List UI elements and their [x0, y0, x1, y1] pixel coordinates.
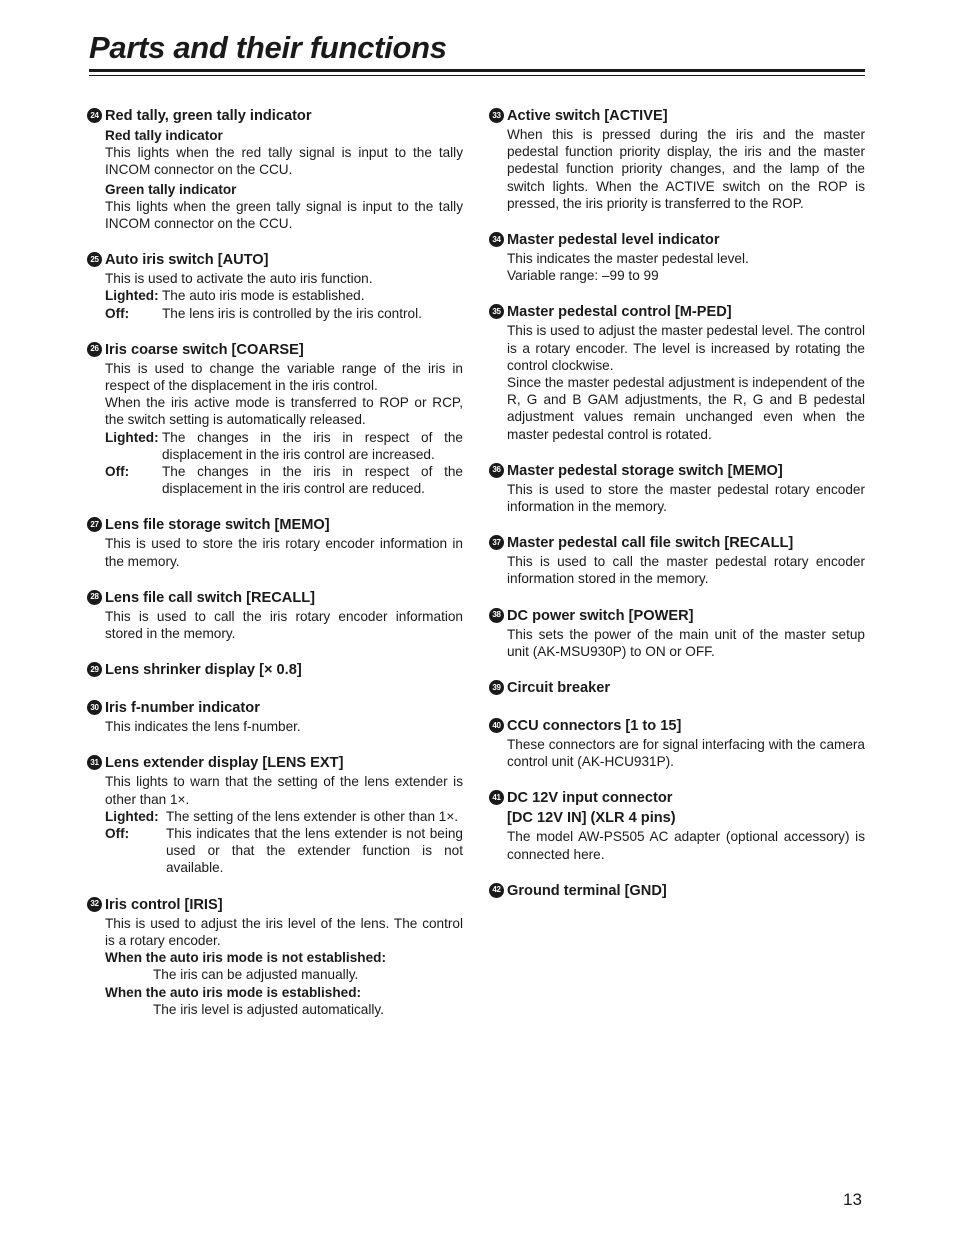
entry-text: Since the master pedestal adjustment is independent of the R, G and B GAM adjustments, the R, G and B pedestal adjustment values remain unchanged even when the master pedestal control is rotated. — [507, 375, 865, 442]
page-number: 13 — [843, 1190, 862, 1209]
state-label: Off: — [105, 305, 130, 321]
item-number-badge: 40 — [489, 718, 504, 733]
entry-heading: CCU connectors [1 to 15] — [507, 718, 682, 735]
entry-text: Variable range: –99 to 99 — [507, 268, 659, 284]
item-number-badge: 25 — [87, 252, 102, 267]
entry-42 — [489, 881, 865, 901]
page-title: Parts and their functions — [89, 30, 447, 65]
entry-36 — [489, 461, 865, 515]
entry-41 — [489, 788, 865, 862]
item-number-badge: 35 — [489, 304, 504, 319]
entry-text: This is used to adjust the iris level of the lens. The control is a rotary encoder. — [105, 915, 463, 948]
entry-33 — [489, 106, 865, 212]
item-number-badge: 32 — [87, 897, 102, 912]
item-number-badge: 26 — [87, 342, 102, 357]
title-rule-thin — [89, 75, 865, 76]
state-label: Off: — [105, 826, 130, 842]
entry-32 — [87, 895, 463, 1018]
entry-25 — [87, 250, 463, 322]
entry-heading: DC power switch [POWER] — [507, 607, 694, 624]
left-column — [87, 106, 463, 1036]
entry-text: This lights when the green tally signal is input to the tally INCOM connector on the CCU. — [105, 198, 463, 232]
item-number-badge: 28 — [87, 590, 102, 605]
entry-text: This lights when the red tally signal is input to the tally INCOM connector on the CCU. — [105, 145, 463, 178]
entry-30 — [87, 698, 463, 735]
entry-heading: Ground terminal [GND] — [507, 882, 667, 899]
item-number-badge: 34 — [489, 232, 504, 247]
entry-heading: Active switch [ACTIVE] — [507, 108, 668, 124]
entry-heading: Master pedestal storage switch [MEMO] — [507, 462, 783, 479]
state-label: Lighted: — [105, 429, 159, 445]
entry-heading: Iris coarse switch [COARSE] — [105, 341, 304, 358]
entry-24 — [87, 106, 463, 232]
entry-28 — [87, 588, 463, 642]
entry-text: This indicates the lens f-number. — [105, 719, 301, 735]
subheading: Green tally indicator — [105, 181, 237, 197]
item-number-badge: 31 — [87, 755, 102, 770]
entry-heading: Lens shrinker display [× 0.8] — [105, 662, 302, 679]
entry-text: This is used to call the master pedestal rotary encoder information stored in the memory. — [507, 554, 865, 587]
entry-text: This lights to warn that the setting of the lens extender is other than 1×. — [105, 774, 463, 807]
entry-heading: Red tally, green tally indicator — [105, 108, 312, 124]
entry-text: This is used to change the variable range of the iris in respect of the displacement in the iris control. — [105, 360, 463, 394]
item-number-badge: 33 — [489, 108, 504, 123]
entry-heading: Iris f-number indicator — [105, 700, 260, 717]
entry-heading: Iris control [IRIS] — [105, 896, 223, 913]
entry-heading-line1: DC 12V input connector — [507, 790, 673, 807]
entry-heading: Lens file call switch [RECALL] — [105, 589, 316, 606]
entry-heading: Lens file storage switch [MEMO] — [105, 517, 330, 534]
state-text: The changes in the iris in respect of the displacement in the iris control are increased. — [162, 429, 463, 462]
entry-text: This is used to call the iris rotary encoder information stored in the memory. — [105, 608, 463, 642]
entry-35 — [489, 302, 865, 442]
state-text: The auto iris mode is established. — [162, 288, 365, 304]
entry-text: This is used to store the master pedestal rotary encoder information in the memory. — [507, 481, 865, 515]
entry-40 — [489, 716, 865, 770]
state-text: The lens iris is controlled by the iris control. — [162, 305, 422, 321]
item-number-badge: 37 — [489, 535, 504, 550]
entry-37 — [489, 533, 865, 587]
entry-text: This sets the power of the main unit of the master setup unit (AK-MSU930P) to ON or OFF. — [507, 626, 865, 659]
item-number-badge: 38 — [489, 608, 504, 623]
condition-text: The iris level is adjusted automatically. — [153, 1001, 384, 1017]
state-label: Off: — [105, 464, 130, 480]
entry-text: When the iris active mode is transferred to ROP or RCP, the switch setting is automatically released. — [105, 395, 463, 428]
state-text: This indicates that the lens extender is not being used or that the extender function is not available. — [166, 826, 463, 876]
entry-heading: Circuit breaker — [507, 680, 611, 697]
entry-39 — [489, 678, 865, 698]
entry-text: The model AW-PS505 AC adapter (optional accessory) is connected here. — [507, 829, 865, 862]
item-number-badge: 36 — [489, 463, 504, 478]
item-number-badge: 39 — [489, 680, 504, 695]
entry-heading-line2: [DC 12V IN] (XLR 4 pins) — [507, 810, 676, 827]
entry-heading — [507, 788, 676, 828]
entry-text: This is used to activate the auto iris function. — [105, 271, 373, 287]
item-number-badge: 29 — [87, 662, 102, 677]
item-number-badge: 42 — [489, 883, 504, 898]
entry-text: These connectors are for signal interfacing with the camera control unit (AK-HCU931P). — [507, 737, 865, 770]
subheading: Red tally indicator — [105, 128, 223, 143]
item-number-badge: 27 — [87, 517, 102, 532]
title-rule-thick — [89, 69, 865, 72]
entry-heading: Master pedestal level indicator — [507, 232, 720, 249]
condition-text: The iris can be adjusted manually. — [153, 967, 359, 983]
entry-38 — [489, 606, 865, 660]
entry-29 — [87, 660, 463, 680]
item-number-badge: 30 — [87, 700, 102, 715]
item-number-badge: 41 — [489, 790, 504, 805]
state-text: The setting of the lens extender is other than 1×. — [166, 808, 459, 824]
state-label: Lighted: — [105, 808, 159, 824]
entry-text: This is used to store the iris rotary encoder information in the memory. — [105, 536, 463, 569]
entry-heading: Auto iris switch [AUTO] — [105, 252, 269, 269]
entry-31 — [87, 753, 463, 876]
entry-26 — [87, 340, 463, 498]
condition-label: When the auto iris mode is established: — [105, 984, 362, 1000]
entry-text: This is used to adjust the master pedestal level. The control is a rotary encoder. The level is increased by rotating the control clockwise. — [507, 323, 865, 373]
state-label: Lighted: — [105, 288, 159, 304]
entry-heading: Master pedestal control [M-PED] — [507, 304, 732, 321]
entry-34 — [489, 230, 865, 284]
right-column — [489, 106, 865, 919]
condition-label: When the auto iris mode is not established: — [105, 950, 386, 966]
item-number-badge: 24 — [87, 108, 102, 123]
entry-27 — [87, 515, 463, 569]
entry-heading: Lens extender display [LENS EXT] — [105, 755, 344, 772]
entry-text: When this is pressed during the iris and the master pedestal function priority display, the iris and the master pedestal function priority changes, and the lamp of the switch lights. When the ACTIVE switch on the ROP is pressed, the iris priority is transferred to the ROP. — [507, 127, 865, 211]
entry-heading: Master pedestal call file switch [RECALL] — [507, 535, 794, 552]
entry-text: This indicates the master pedestal level. — [507, 251, 749, 267]
state-text: The changes in the iris in respect of the displacement in the iris control are reduced. — [162, 464, 463, 497]
